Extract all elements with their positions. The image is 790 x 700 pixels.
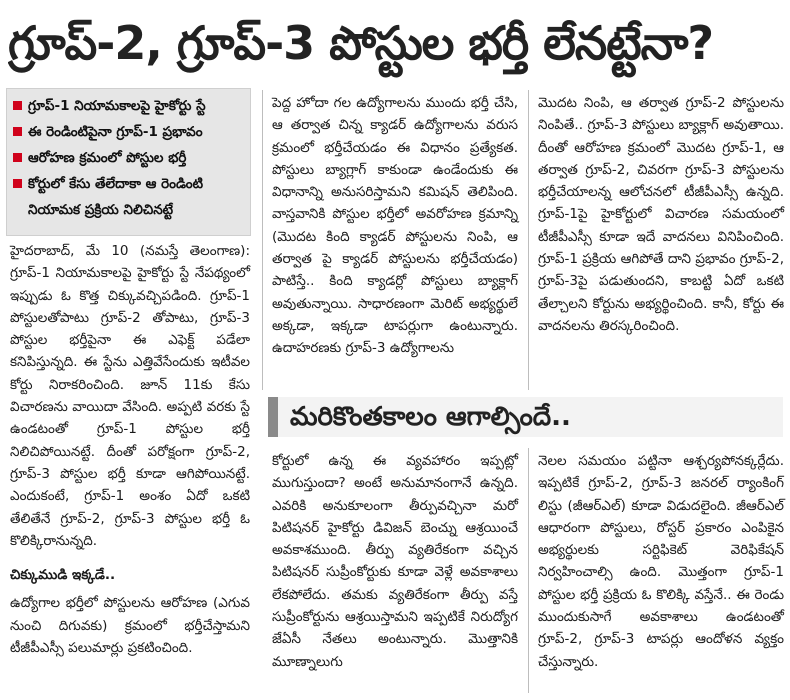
article-column-3: [538, 92, 784, 337]
highlight-text: గ్రూప్-1 నియామకాలపై హైకోర్టు స్టే: [28, 98, 206, 114]
article-paragraph: పెద్ద హోదా గల ఉద్యోగాలను ముందు భర్తీ చేసి, ఆ తర్వాత చిన్న క్యాడర్ ఉద్యోగాలను వరుస క్రమంలో భర్తీచేయడం ఈ విధానం ప్రత్యేకత. పోస్టులు బ్యాగ్లాగ్ కాకుండా ఉండేందుకు ఈ విధానాన్ని అనుసరిస్తామని కమిషన్ తెలిపింది. వాస్తవానికి పోస్టుల భర్తీలో అవరోహణ క్రమాన్ని (మొదట కింది క్యాడర్ పోస్టులను నింపి, ఆ తర్వాత పై క్యాడర్ పోస్టులను భర్తీచేయడం) పాటిస్తే.. కింది క్యాడర్లో పోస్టులు బ్యాక్లాగ్ అవుతున్నాయి. సాధారణంగా మెరిట్ అభ్యర్థులే అక్కడా, ఇక్కడా టాపర్లుగా ఉంటున్నారు. ఉదాహరణకు గ్రూప్-3 ఉద్యోగాలను: [272, 95, 518, 357]
highlight-item: [13, 171, 244, 223]
column-divider: [528, 90, 529, 390]
headline: గ్రూప్-2, గ్రూప్-3 పోస్టుల భర్తీ లేనట్టేనా?: [8, 16, 714, 70]
highlight-text: కోర్టులో కేసు తేలేదాకా ఆ రెండింటి నియామక ప్రక్రియ నిలిచినట్టే: [28, 176, 204, 218]
article-column-2: [272, 92, 518, 360]
highlight-item: [13, 93, 244, 119]
highlight-text: ఆరోహణ క్రమంలో పోస్టుల భర్తీ: [28, 150, 187, 166]
column-divider: [528, 448, 529, 693]
article-paragraph: మొదట నింపి, ఆ తర్వాత గ్రూప్-2 పోస్టులను నింపితే.. గ్రూప్-3 పోస్టులు బ్యాక్లాగ్ అవుతాయి. దీంతో ఆరోహణ క్రమంలో మొదట గ్రూప్-1, ఆ తర్వాత గ్రూప్-2, చివరగా గ్రూప్-3 పోస్టులను భర్తీచేయాలన్న ఆలోచనలో టీజీపీఎస్సీ ఉన్నది. గ్రూప్-1పై హైకోర్టులో విచారణ సమయంలో టీజీపీఎస్సీ కూడా ఇదే వాదనలు వినిపించింది. గ్రూప్-1 ప్రక్రియ ఆగిపోతే దాని ప్రభావం గ్రూప్-2, గ్రూప్-3పై పడుతుందని, కాబట్టి ఏదో ఒకటి తేల్చాలని కోర్టును అభ్యర్థించింది. కానీ, కోర్టు ఈ వాదనలను తిరస్కరించింది.: [538, 95, 784, 334]
highlights-box: [6, 88, 251, 236]
highlight-item: [13, 119, 244, 145]
section-subhead: చిక్కుముడి ఇక్కడే..: [10, 567, 116, 584]
section-subhead-banner: మరికొంతకాలం ఆగాల్సిందే..: [268, 397, 783, 437]
square-bullet-icon: [13, 153, 22, 162]
square-bullet-icon: [13, 101, 22, 110]
square-bullet-icon: [13, 179, 22, 188]
square-bullet-icon: [13, 127, 22, 136]
article-column-1: [10, 240, 250, 659]
column-divider: [262, 90, 263, 390]
article-column-4: [272, 450, 518, 673]
article-paragraph: హైదరాబాద్, మే 10 (నమస్తే తెలంగాణ): గ్రూప్-1 నియామకాలపై హైకోర్టు స్టే నేపథ్యంలో ఇప్పుడు ఓ కొత్త చిక్కువచ్చిపడింది. గ్రూప్-1 పోస్టులతోపాటు గ్రూప్-2 తోపాటు, గ్రూప్-3 పోస్టుల భర్తీపైనా ఈ ఎఫెక్ట్ పడేలా కనిపిస్తున్నది. ఈ స్టేను ఎత్తివేసేందుకు ఇటీవల కోర్టు నిరాకరించింది. జూన్ 11కు కేసు విచారణను వాయిదా వేసింది. అప్పటి వరకు స్టే ఉండటంతో గ్రూప్-1 పోస్టుల భర్తీ నిలిచిపోయినట్టే. దీంతో పరోక్షంగా గ్రూప్-2, గ్రూప్-3 పోస్టుల భర్తీ కూడా ఆగిపోయినట్టే. ఎందుకంటే, గ్రూప్-1 అంశం ఏదో ఒకటి తేలితేనే గ్రూప్-2, గ్రూప్-3 పోస్టుల భర్తీ ఓ కొలిక్కిరానున్నది.: [10, 243, 250, 549]
highlight-text: ఈ రెండింటిపైనా గ్రూప్-1 ప్రభావం: [28, 124, 203, 140]
article-paragraph: కోర్టులో ఉన్న ఈ వ్యవహారం ఇప్పట్లో ముగుస్తుందా? అంటే అనుమానంగానే ఉన్నది. ఎవరికి అనుకూలంగా తీర్పువచ్చినా మరో పిటిషనర్ హైకోర్టు డివిజన్ బెంచ్ను ఆశ్రయించే అవకాశముంది. తీర్పు వ్యతిరేకంగా వచ్చిన పిటిషనర్ సుప్రీంకోర్టుకు కూడా వెళ్లే అవకాశాలు లేకపోలేదు. తమకు వ్యతిరేకంగా తీర్పు వస్తే సుప్రీంకోర్టును ఆశ్రయిస్తామని ఇప్పటికే నిరుద్యోగ జేఏసీ నేతలు అంటున్నారు. మొత్తానికి మూణ్నాలుగు: [272, 453, 518, 670]
article-column-5: [538, 450, 784, 673]
article-paragraph: నెలల సమయం పట్టినా ఆశ్చర్యపోనక్కర్లేదు. ఇప్పటికే గ్రూప్-2, గ్రూప్-3 జనరల్ ర్యాంకింగ్ లిస్టు (జీఆర్ఎల్) కూడా విడుదలైంది. జీఆర్ఎల్ ఆధారంగా పోస్టులు, రోస్టర్ ప్రకారం ఎంపికైన అభ్యర్థులకు సర్టిఫికెట్ వెరిఫికేషన్ నిర్వహించాల్సి ఉంది. మొత్తంగా గ్రూప్-1 పోస్టుల భర్తీ ప్రక్రియ ఓ కొలిక్కి వస్తేనే.. ఈ రెండు ముందుకుసాగే అవకాశాలు ఉండటంతో గ్రూప్-2, గ్రూప్-3 టాపర్లు ఆందోళన వ్యక్తం చేస్తున్నారు.: [538, 453, 784, 670]
article-paragraph: ఉద్యోగాల భర్తీలో పోస్టులను ఆరోహణ (ఎగువ నుంచి దిగువకు) క్రమంలో భర్తీచేస్తామని టీజీపీఎస్సీ పలుమార్లు ప్రకటించింది.: [10, 595, 250, 657]
highlight-item: [13, 145, 244, 171]
